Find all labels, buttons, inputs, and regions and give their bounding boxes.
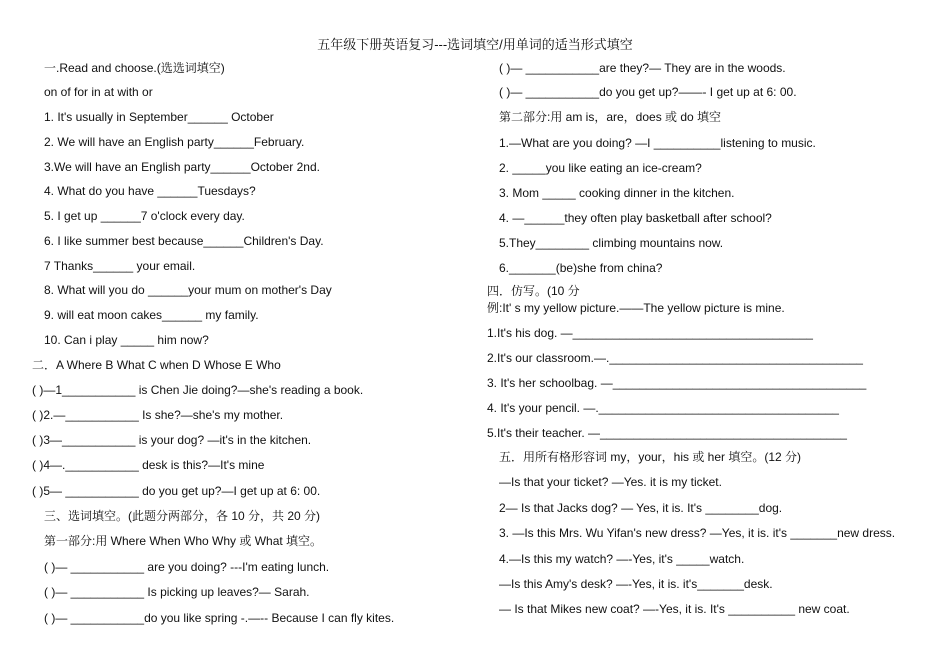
left-line-18: ( )5— ___________ do you get up?—I get up at 6: 00.	[32, 484, 321, 498]
left-line-12: 10. Can i play _____ him now?	[44, 333, 209, 347]
right-line-16: 5.It's their teacher. —_____________________________________	[487, 426, 847, 440]
left-line-15: ( )2.—___________ Is she?—she's my mother.	[32, 408, 284, 422]
left-line-2: on of for in at with or	[44, 85, 153, 99]
left-line-19: 三、选词填空。(此题分两部分，各 10 分，共 20 分)	[44, 509, 321, 523]
right-line-6: 3. Mom _____ cooking dinner in the kitchen.	[499, 186, 735, 200]
right-line-13: 2.It's our classroom.—.______________________________________	[487, 351, 863, 365]
left-line-14: ( )—1___________ is Chen Jie doing?—she's reading a book.	[32, 383, 364, 397]
left-line-5: 3.We will have an English party______October 2nd.	[44, 160, 320, 174]
left-line-23: ( )— ___________do you like spring -.—-- Because I can fly kites.	[44, 611, 395, 625]
left-line-16: ( )3—___________ is your dog? —it's in the kitchen.	[32, 433, 312, 447]
right-line-14: 3. It's her schoolbag. —______________________________________	[487, 376, 867, 390]
left-line-17: ( )4—.___________ desk is this?—It's mine	[32, 458, 265, 472]
right-line-18: —Is that your ticket? —Yes. it is my ticket.	[499, 475, 722, 489]
page-title: 五年级下册英语复习---选词填空/用单词的适当形式填空	[317, 37, 633, 52]
left-line-1: 一.Read and choose.(选选词填空)	[44, 61, 225, 75]
right-line-4: 1.—What are you doing? —I __________listening to music.	[499, 136, 816, 150]
right-line-23: — Is that Mikes new coat? —-Yes, it is. It's __________ new coat.	[499, 602, 850, 616]
right-line-9: 6._______(be)she from china?	[499, 261, 663, 275]
right-line-1: ( )— ___________are they?— They are in the woods.	[499, 61, 786, 75]
left-line-9: 7 Thanks______ your email.	[44, 259, 196, 273]
right-line-7: 4. —______they often play basketball after school?	[499, 211, 772, 225]
left-line-3: 1. It's usually in September______ October	[44, 110, 274, 124]
right-line-19: 2— Is that Jacks dog? — Yes, it is. It's ________dog.	[499, 501, 783, 515]
left-line-13: 二．A Where B What C when D Whose E Who	[32, 358, 281, 372]
left-line-7: 5. I get up ______7 o'clock every day.	[44, 209, 245, 223]
left-line-11: 9. will eat moon cakes______ my family.	[44, 308, 259, 322]
right-line-20: 3. —Is this Mrs. Wu Yifan's new dress? —Yes, it is. it's _______new dress.	[499, 526, 896, 540]
right-line-22: —Is this Amy's desk? —-Yes, it is. it's_______desk.	[499, 577, 773, 591]
right-line-5: 2. _____you like eating an ice-cream?	[499, 161, 702, 175]
left-line-20: 第一部分:用 Where When Who Why 或 What 填空。	[44, 534, 323, 548]
left-line-6: 4. What do you have ______Tuesdays?	[44, 184, 256, 198]
right-line-21: 4.—Is this my watch? —-Yes, it's _____watch.	[499, 552, 745, 566]
left-line-8: 6. I like summer best because______Children's Day.	[44, 234, 324, 248]
right-line-3: 第二部分:用 am is，are，does 或 do 填空	[499, 110, 722, 124]
left-line-21: ( )— ___________ are you doing? ---I'm eating lunch.	[44, 560, 330, 574]
right-line-17: 五．用所有格形容词 my，your，his 或 her 填空。(12 分)	[499, 450, 802, 464]
left-line-4: 2. We will have an English party______February.	[44, 135, 305, 149]
right-line-12: 1.It's his dog. —____________________________________	[487, 326, 813, 340]
right-line-11: 例:It' s my yellow picture.——The yellow picture is mine.	[487, 301, 785, 315]
right-line-8: 5.They________ climbing mountains now.	[499, 236, 724, 250]
right-line-2: ( )— ___________do you get up?——- I get up at 6: 00.	[499, 85, 797, 99]
right-line-10: 四．仿写。(10 分	[487, 284, 580, 298]
left-line-22: ( )— ___________ Is picking up leaves?— Sarah.	[44, 585, 310, 599]
right-line-15: 4. It's your pencil. —.____________________________________	[487, 401, 839, 415]
left-line-10: 8. What will you do ______your mum on mother's Day	[44, 283, 332, 297]
